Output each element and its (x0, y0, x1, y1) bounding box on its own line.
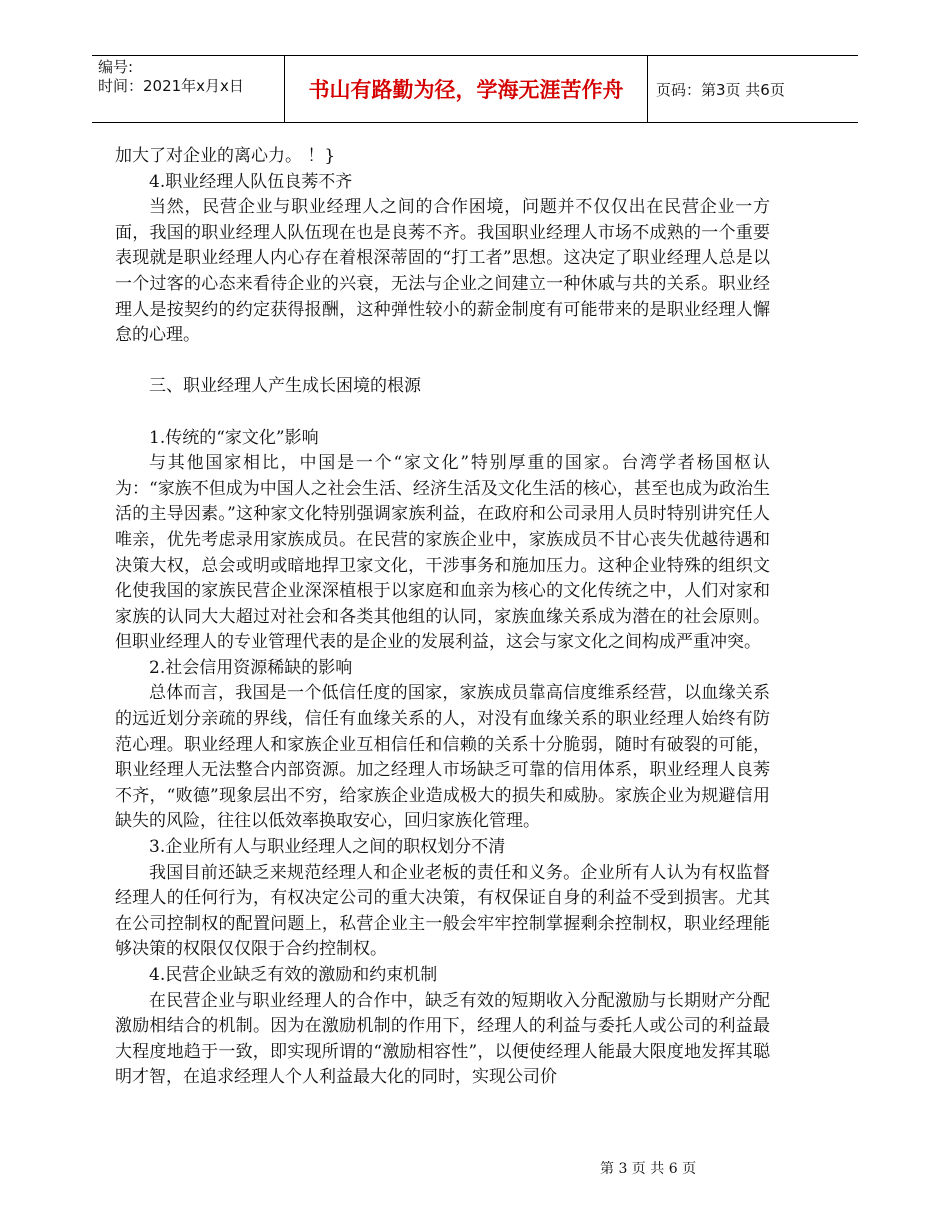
paragraph: 当然，民营企业与职业经理人之间的合作困境，问题并不仅仅出在民营企业一方面，我国的职业经理人队伍现在也是良莠不齐。我国职业经理人市场不成熟的一个重要表现就是职业经理人内心存在着根深蒂固的“打工者”思想。这决定了职业经理人总是以一个过客的心态来看待企业的兴衰，无法与企业之间建立一种休戚与共的关系。职业经理人是按契约的约定获得报酬，这种弹性较小的薪金制度有可能带来的是职业经理人懈怠的心理。 (115, 197, 770, 346)
document-time-label: 时间：2021年x月x日 (98, 77, 244, 95)
document-body (115, 144, 770, 1091)
document-number-label: 编号: (98, 58, 134, 76)
paragraph: 在民营企业与职业经理人的合作中，缺乏有效的短期收入分配激励与长期财产分配激励相结合的机制。因为在激励机制的作用下，经理人的利益与委托人或公司的利益最大程度地趋于一致，即实现所谓的“激励相容性”，以便使经理人能最大限度地发挥其聪明才智，在追求经理人个人利益最大化的同时，实现公司价 (115, 990, 770, 1088)
paragraph: 总体而言，我国是一个低信任度的国家，家族成员靠高信度维系经营，以血缘关系的远近划分亲疏的界线，信任有血缘关系的人，对没有血缘关系的职业经理人始终有防范心理。职业经理人和家族企业互相信任和信赖的关系十分脆弱，随时有破裂的可能，职业经理人无法整合内部资源。加之经理人市场缺乏可靠的信用体系，职业经理人良莠不齐，“败德”现象层出不穷，给家族企业造成极大的损失和威胁。家族企业为规避信用缺失的风险，往往以低效率换取安心，回归家族化管理。 (115, 683, 770, 832)
subheading: 1.传统的“家文化”影响 (149, 427, 319, 448)
subheading: 3.企业所有人与职业经理人之间的职权划分不清 (149, 837, 506, 858)
subheading: 4.职业经理人队伍良莠不齐 (149, 171, 353, 192)
header-meta (92, 56, 284, 122)
subheading: 4.民营企业缺乏有效的激励和约束机制 (149, 965, 438, 985)
blank-line (115, 349, 770, 375)
header-page-info: 页码：第3页 共6页 (656, 80, 785, 99)
blank-line (115, 400, 770, 426)
paragraph: 我国目前还缺乏来规范经理人和企业老板的责任和义务。企业所有人认为有权监督经理人的任何行为，有权决定公司的重大决策，有权保证自身的利益不受到损害。尤其在公司控制权的配置问题上，私营企业主一般会牢牢控制掌握剩余控制权，职业经理能够决策的权限仅仅限于合约控制权。 (115, 862, 770, 960)
section-heading: 三、职业经理人产生成长困境的根源 (149, 376, 421, 397)
page-header (92, 55, 858, 123)
paragraph: 加大了对企业的离心力。 ！} (115, 146, 336, 166)
subheading: 2.社会信用资源稀缺的影响 (149, 657, 353, 678)
paragraph: 与其他国家相比，中国是一个“家文化”特别厚重的国家。台湾学者杨国枢认为：“家族不但成为中国人之社会生活、经济生活及文化生活的核心，甚至也成为政治生活的主导因素。”这种家文化特别强调家族利益，在政府和公司录用人员时特别讲究任人唯亲，优先考虑录用家族成员。在民营的家族企业中，家族成员不甘心丧失优越待遇和决策大权，总会或明或暗地捍卫家文化，干涉事务和施加压力。这种企业特殊的组织文化使我国的家族民营企业深深植根于以家庭和血亲为核心的文化传统之中，人们对家和家族的认同大大超过对社会和各类其他组的认同，家族血缘关系成为潜在的社会原则。但职业经理人的专业管理代表的是企业的发展利益，这会与家文化之间构成严重冲突。 (115, 453, 770, 653)
footer-page-number: 第 3 页 共 6 页 (600, 1161, 697, 1177)
header-motto: 书山有路勤为径，学海无涯苦作舟 (284, 56, 648, 122)
